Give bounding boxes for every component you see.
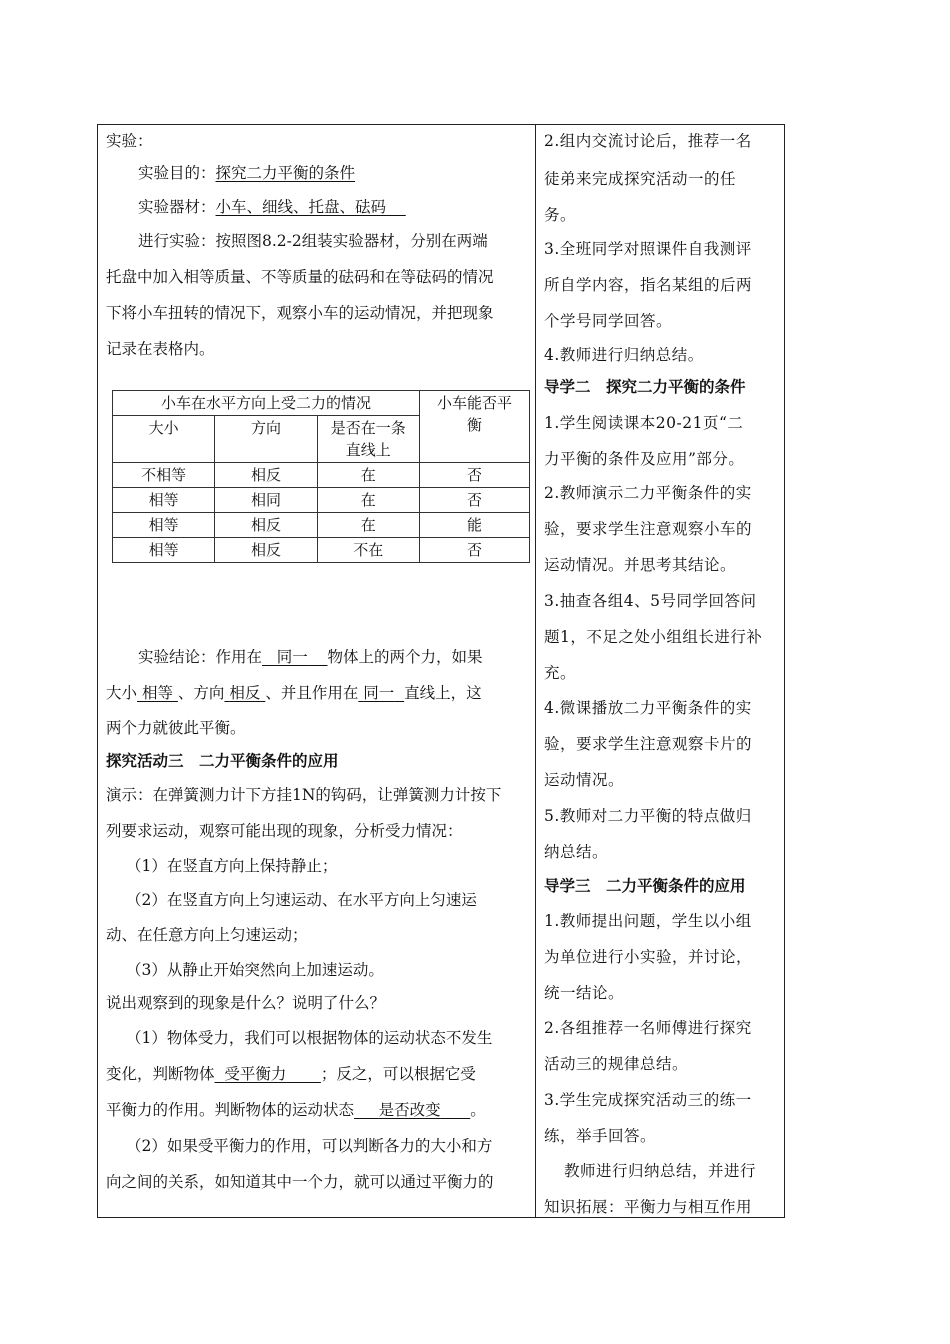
activity3-title: 探究活动三 二力平衡条件的应用 [106,751,339,770]
observation-table [112,390,530,563]
guide-line: 4.微课播放二力平衡条件的实 [544,699,752,717]
guide-line: 2.教师演示二力平衡条件的实 [544,484,752,502]
cell: 相等 [113,488,215,513]
cell: 不在 [317,538,419,563]
demo-line: 动、在任意方向上匀速运动； [106,926,308,944]
procedure-line: 进行实验：按照图8.2-2组装实验器材，分别在两端 [138,232,488,250]
col-header-same-line: 是否在一条 直线上 [317,416,419,463]
guide-line: 3.学生完成探究活动三的练一 [544,1091,752,1109]
guide-line: 务。 [544,206,577,224]
conclusion-line-2: 大小 相等 、方向 相反 、并且作用在 同一 直线上，这 [106,684,482,702]
cell: 在 [317,513,419,538]
equipment-label: 实验器材： [138,198,216,216]
guide-line: 知识拓展：平衡力与相互作用 [544,1198,753,1216]
guide-line: 活动三的规律总结。 [544,1055,689,1073]
column-divider [535,125,536,1217]
cell: 相反 [215,513,317,538]
group-header: 小车在水平方向上受二力的情况 [113,391,420,416]
guide-line: 2.组内交流讨论后，推荐一名 [544,132,752,150]
analysis-line: 变化，判断物体 受平衡力 ；反之，可以根据它受 [106,1065,476,1083]
cell: 在 [317,463,419,488]
table-row [113,463,530,488]
purpose-line [138,163,355,183]
procedure-line: 记录在表格内。 [106,340,215,358]
cell: 否 [419,463,529,488]
guide-line: 力平衡的条件及应用”部分。 [544,450,745,468]
cell: 相等 [113,538,215,563]
purpose-value: 探究二力平衡的条件 [215,164,356,182]
guide-line: 运动情况。并思考其结论。 [544,556,737,574]
guide-line: 3.全班同学对照课件自我测评 [544,240,752,258]
guide-line: 练，举手回答。 [544,1127,657,1145]
experiment-heading: 实验： [106,132,153,150]
guide-line: 验，要求学生注意观察小车的 [544,520,753,538]
table-row [113,513,530,538]
conclusion-line-3: 两个力就彼此平衡。 [106,719,246,737]
guide-line: 统一结论。 [544,984,625,1002]
guide3-title: 导学三 二力平衡条件的应用 [544,876,746,895]
procedure-line: 托盘中加入相等质量、不等质量的砝码和在等砝码的情况 [106,268,494,286]
guide-line: 充。 [544,664,577,682]
guide-line: 1.学生阅读课本20-21页“二 [544,414,744,432]
procedure-line: 下将小车扭转的情况下，观察小车的运动情况，并把现象 [106,304,494,322]
demo-line: 列要求运动，观察可能出现的现象，分析受力情况： [106,822,463,840]
table-row [113,488,530,513]
analysis-line: 平衡力的作用。判断物体的运动状态 是否改变 。 [106,1101,486,1119]
cell: 相等 [113,513,215,538]
guide-line: 运动情况。 [544,771,625,789]
cell: 相同 [215,488,317,513]
demo-line: （2）在竖直方向上匀速运动、在水平方向上匀速运 [126,891,477,909]
demo-line: 说出观察到的现象是什么？说明了什么？ [106,994,386,1012]
lesson-plan-table [97,124,785,1218]
analysis-line: （2）如果受平衡力的作用，可以判断各力的大小和方 [126,1137,493,1155]
conclusion-line-1: 实验结论：作用在 同一 物体上的两个力，如果 [138,648,483,666]
col-header-size: 大小 [113,416,215,463]
cell: 能 [419,513,529,538]
cell: 相反 [215,463,317,488]
demo-line: （3）从静止开始突然向上加速运动。 [126,961,384,979]
guide-line: 3.抽查各组4、5号同学回答问 [544,592,757,610]
cell: 否 [419,488,529,513]
guide-line: 纳总结。 [544,843,609,861]
guide-line: 4.教师进行归纳总结。 [544,346,704,364]
result-header: 小车能否平 衡 [419,391,529,463]
cell: 不相等 [113,463,215,488]
cell: 否 [419,538,529,563]
cell: 在 [317,488,419,513]
cell: 相反 [215,538,317,563]
analysis-line: 向之间的关系，如知道其中一个力，就可以通过平衡力的 [106,1173,494,1191]
guide-line: 验，要求学生注意观察卡片的 [544,735,753,753]
col-header-direction: 方向 [215,416,317,463]
guide-line: 徒弟来完成探究活动一的任 [544,170,737,188]
guide-line: 个学号同学回答。 [544,312,673,330]
demo-line: （1）在竖直方向上保持静止； [126,857,338,875]
guide-line: 所自学内容，指名某组的后两 [544,276,753,294]
guide2-title: 导学二 探究二力平衡的条件 [544,377,746,396]
guide-line: 5.教师对二力平衡的特点做归 [544,807,752,825]
demo-line: 演示：在弹簧测力计下方挂1N的钩码，让弹簧测力计按下 [106,786,502,804]
guide-line: 1.教师提出问题，学生以小组 [544,912,752,930]
guide-line: 2.各组推荐一名师傅进行探究 [544,1019,752,1037]
purpose-label: 实验目的： [138,164,216,182]
guide-line: 题1，不足之处小组组长进行补 [544,628,763,646]
guide-line: 教师进行归纳总结，并进行 [564,1162,757,1180]
guide-line: 为单位进行小实验，并讨论， [544,948,753,966]
equipment-line [138,197,406,217]
table-row [113,538,530,563]
equipment-value: 小车、细线、托盘、砝码 [215,198,387,216]
analysis-line: （1）物体受力，我们可以根据物体的运动状态不发生 [126,1029,493,1047]
